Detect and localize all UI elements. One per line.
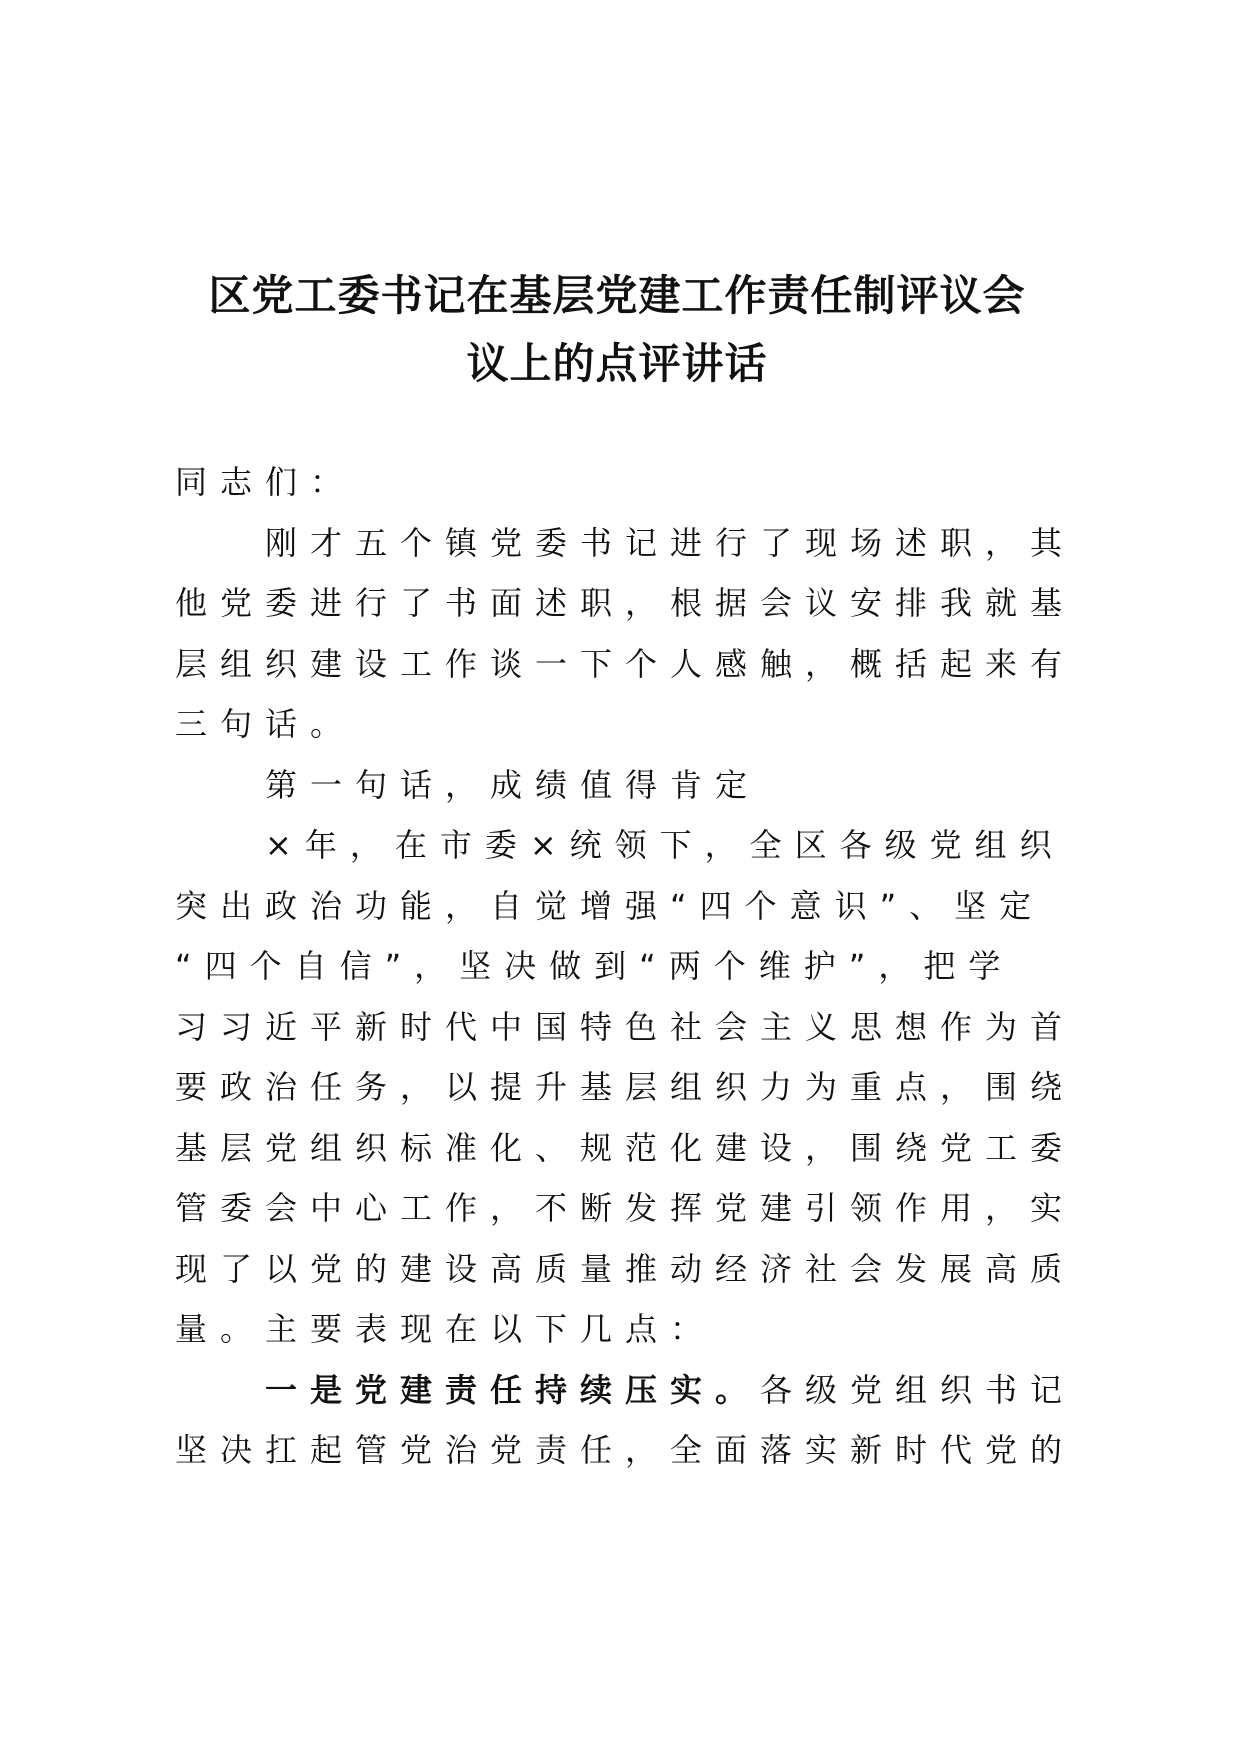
bold-lead-in: 一是党建责任持续压实。 xyxy=(265,1370,761,1409)
salutation: 同志们： xyxy=(175,463,356,501)
title-line-2: 议上的点评讲话 xyxy=(466,339,768,388)
paragraph-line: 他党委进行了书面述职，根据会议安排我就基 xyxy=(175,584,1076,622)
paragraph-line: 现了以党的建设高质量推动经济社会发展高质 xyxy=(175,1249,1076,1288)
paragraph-line: 管委会中心工作，不断发挥党建引领作用，实 xyxy=(175,1189,1076,1227)
paragraph-line: 刚才五个镇党委书记进行了现场述职，其 xyxy=(265,523,1076,562)
paragraph-text: 各级党组织书记 xyxy=(760,1370,1076,1409)
title-line-1: 区党工委书记在基层党建工作责任制评议会 xyxy=(208,271,1026,320)
paragraph-line: 习习近平新时代中国特色社会主义思想作为首 xyxy=(175,1007,1076,1046)
paragraph-line: 要政治任务，以提升基层组织力为重点，围绕 xyxy=(175,1068,1076,1106)
document-title xyxy=(150,262,1084,398)
document-body xyxy=(175,452,1075,1481)
paragraph-line: ×年，在市委×统领下，全区各级党组织 xyxy=(265,826,1065,864)
paragraph-line: 三句话。 xyxy=(175,705,356,743)
paragraph-line: 层组织建设工作谈一下个人感触，概括起来有 xyxy=(175,644,1076,683)
paragraph-line: 突出政治功能，自觉增强“四个意识”、坚定 xyxy=(175,886,1045,925)
section-heading: 第一句话，成绩值得肯定 xyxy=(265,765,761,804)
paragraph-line: “四个自信”，坚决做到“两个维护”，把学 xyxy=(175,947,1014,985)
paragraph-line: 基层党组织标准化、规范化建设，围绕党工委 xyxy=(175,1128,1076,1167)
paragraph-line xyxy=(175,1360,1075,1421)
paragraph-line: 量。主要表现在以下几点： xyxy=(175,1310,716,1348)
paragraph-line: 坚决扛起管党治党责任，全面落实新时代党的 xyxy=(175,1431,1076,1469)
